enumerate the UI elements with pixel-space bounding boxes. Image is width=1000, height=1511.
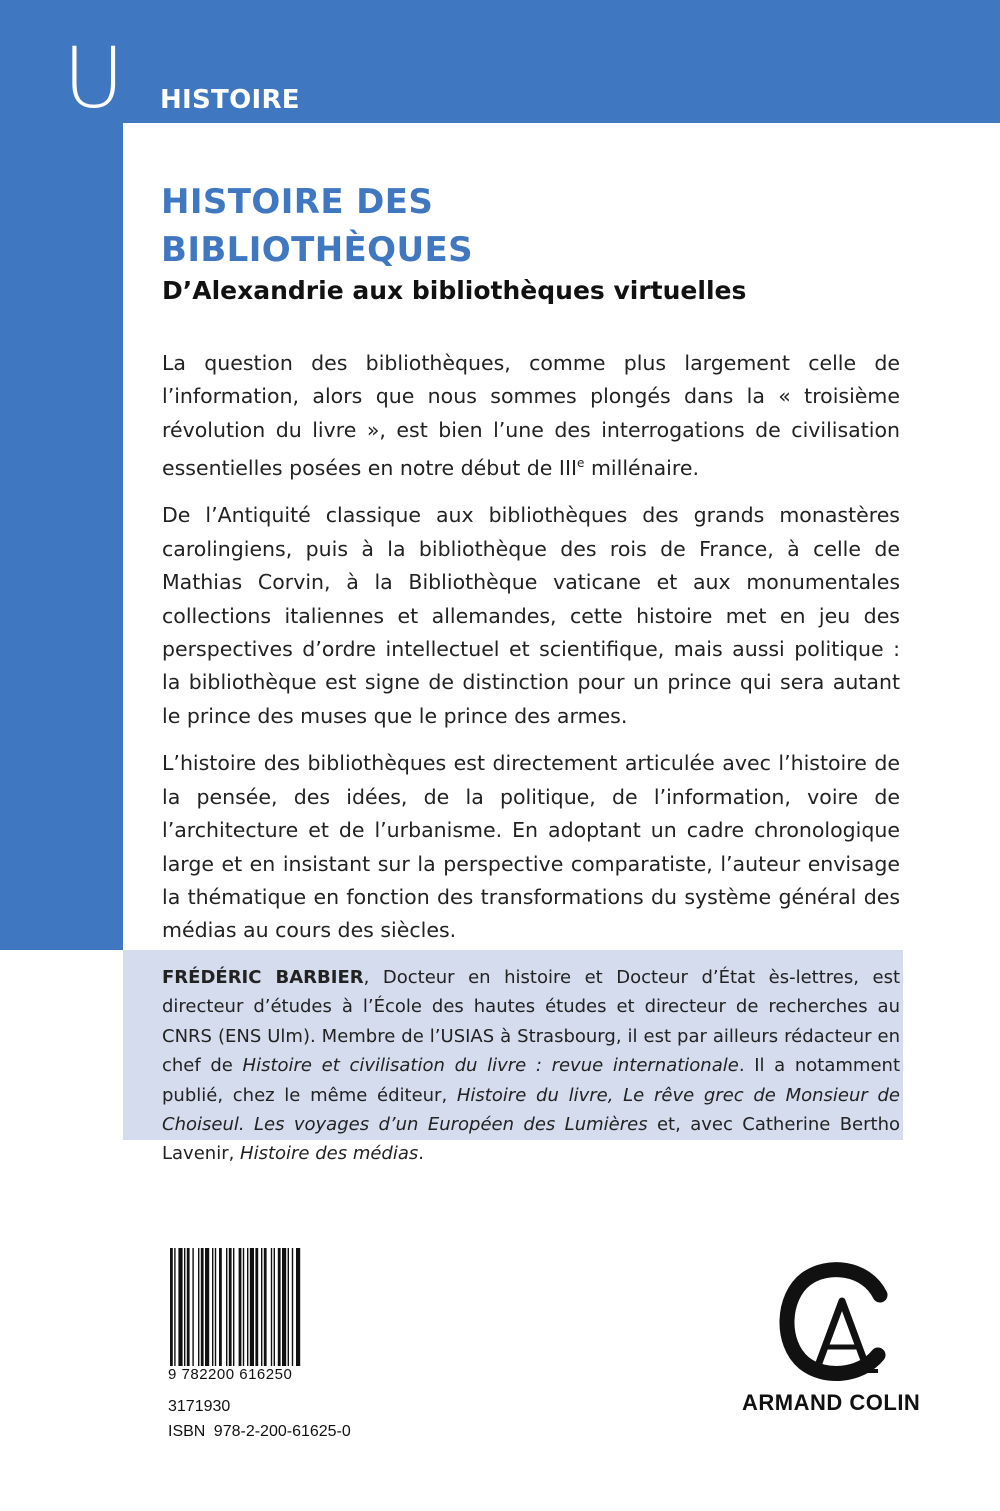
blurb-paragraph-2: De l’Antiquité classique aux bibliothèques des grands monastères carolingiens, puis à la bibliothèque des rois de France, à celle de Mathias Corvin, à la Bibliothèque vaticane et aux monumentales collections italiennes et allemandes, cette histoire met en jeu des perspectives d’ordre intellectuel et scientifique, mais aussi politique : la bibliothèque est signe de distinction pour un prince qui sera autant le prince des muses que le prince des armes.: [162, 503, 900, 728]
barcode-bar: [187, 1248, 190, 1366]
book-title-line-1: HISTOIRE DES: [161, 182, 434, 222]
blurb-paragraph-1: La question des bibliothèques, comme plus largement celle de l’information, alors que nous sommes plongés dans la « troisième révolution du livre », est bien l’une des interrogations de civilisation essentielles posées en notre début de IIIe millénaire.: [162, 351, 900, 481]
barcode-bar: [296, 1248, 300, 1366]
barcode-bar: [274, 1248, 275, 1366]
barcode-bar: [219, 1248, 222, 1366]
barcode-bar: [178, 1248, 182, 1366]
book-title: [161, 178, 861, 274]
blurb-paragraph-3: L’histoire des bibliothèques est directement articulée avec l’histoire de la pensée, des idées, de la politique, de l’information, voire de l’architecture et de l’urbanisme. En adoptant un cadre chronologique large et en insistant sur la perspective comparatiste, l’auteur envisage la thématique en fonction des transformations du système général des médias au cours des siècles.: [162, 751, 900, 943]
barcode: [168, 1248, 340, 1366]
barcode-bar: [215, 1248, 216, 1366]
left-color-band: [0, 0, 123, 950]
author-name: FRÉDÉRIC BARBIER: [162, 967, 364, 988]
barcode-bar: [184, 1248, 185, 1366]
book-subtitle: D’Alexandrie aux bibliothèques virtuelles: [162, 276, 747, 305]
top-color-band: [0, 0, 1000, 127]
author-bio: FRÉDÉRIC BARBIER, Docteur en histoire et Docteur d’État ès-lettres, est directeur d’études à l’École des hautes études et directeur de recherches au CNRS (ENS Ulm). Membre de l’USIAS à Strasbourg, il est par ailleurs rédacteur en chef de Histoire et civilisation du livre : revue internationale. Il a notamment publié, chez le même éditeur, Histoire du livre, Le rêve grec de Monsieur de Choiseul. Les voyages d’un Européen des Lumières et, avec Catherine Bertho Lavenir, Histoire des médias.: [162, 967, 901, 1165]
barcode-bar: [264, 1248, 267, 1366]
barcode-bar: [271, 1248, 272, 1366]
barcode-bar: [233, 1248, 234, 1366]
barcode-bar: [261, 1248, 262, 1366]
isbn: ISBN 978-2-200-61625-0: [168, 1423, 351, 1440]
barcode-bar: [239, 1248, 242, 1366]
barcode-bar: [278, 1248, 281, 1366]
barcode-bar: [226, 1248, 227, 1366]
work-title: Histoire des médias: [240, 1143, 419, 1165]
barcode-bar: [170, 1248, 173, 1366]
barcode-bar: [229, 1248, 232, 1366]
work-title: Histoire du livre, Le rêve grec de Monsieur de Choiseul. Les voyages d’un Européen des Lumières: [162, 1084, 901, 1136]
barcode-bar: [247, 1248, 248, 1366]
barcode-bar: [205, 1248, 209, 1366]
barcode-bar: [288, 1248, 289, 1366]
barcode-bar: [282, 1248, 286, 1366]
barcode-bar: [255, 1248, 258, 1366]
blurb: [162, 347, 900, 962]
series-name: HISTOIRE: [160, 85, 300, 115]
barcode-bar: [243, 1248, 244, 1366]
barcode-bar: [201, 1248, 204, 1366]
barcode-bar: [198, 1248, 199, 1366]
book-title-line-2: BIBLIOTHÈQUES: [161, 230, 473, 270]
publisher-name: ARMAND COLIN: [742, 1390, 921, 1415]
barcode-bar: [174, 1248, 175, 1366]
barcode-bar: [192, 1248, 193, 1366]
barcode-bar: [250, 1248, 254, 1366]
reference-code: 3171930: [168, 1398, 231, 1415]
publisher-logo-icon: [768, 1255, 908, 1385]
barcode-bar: [292, 1248, 293, 1366]
series-logo-u: U: [63, 29, 125, 127]
barcode-digits: 9 782200 616250: [168, 1366, 293, 1383]
work-title: Histoire et civilisation du livre : revue internationale: [242, 1055, 739, 1077]
barcode-bar: [212, 1248, 213, 1366]
